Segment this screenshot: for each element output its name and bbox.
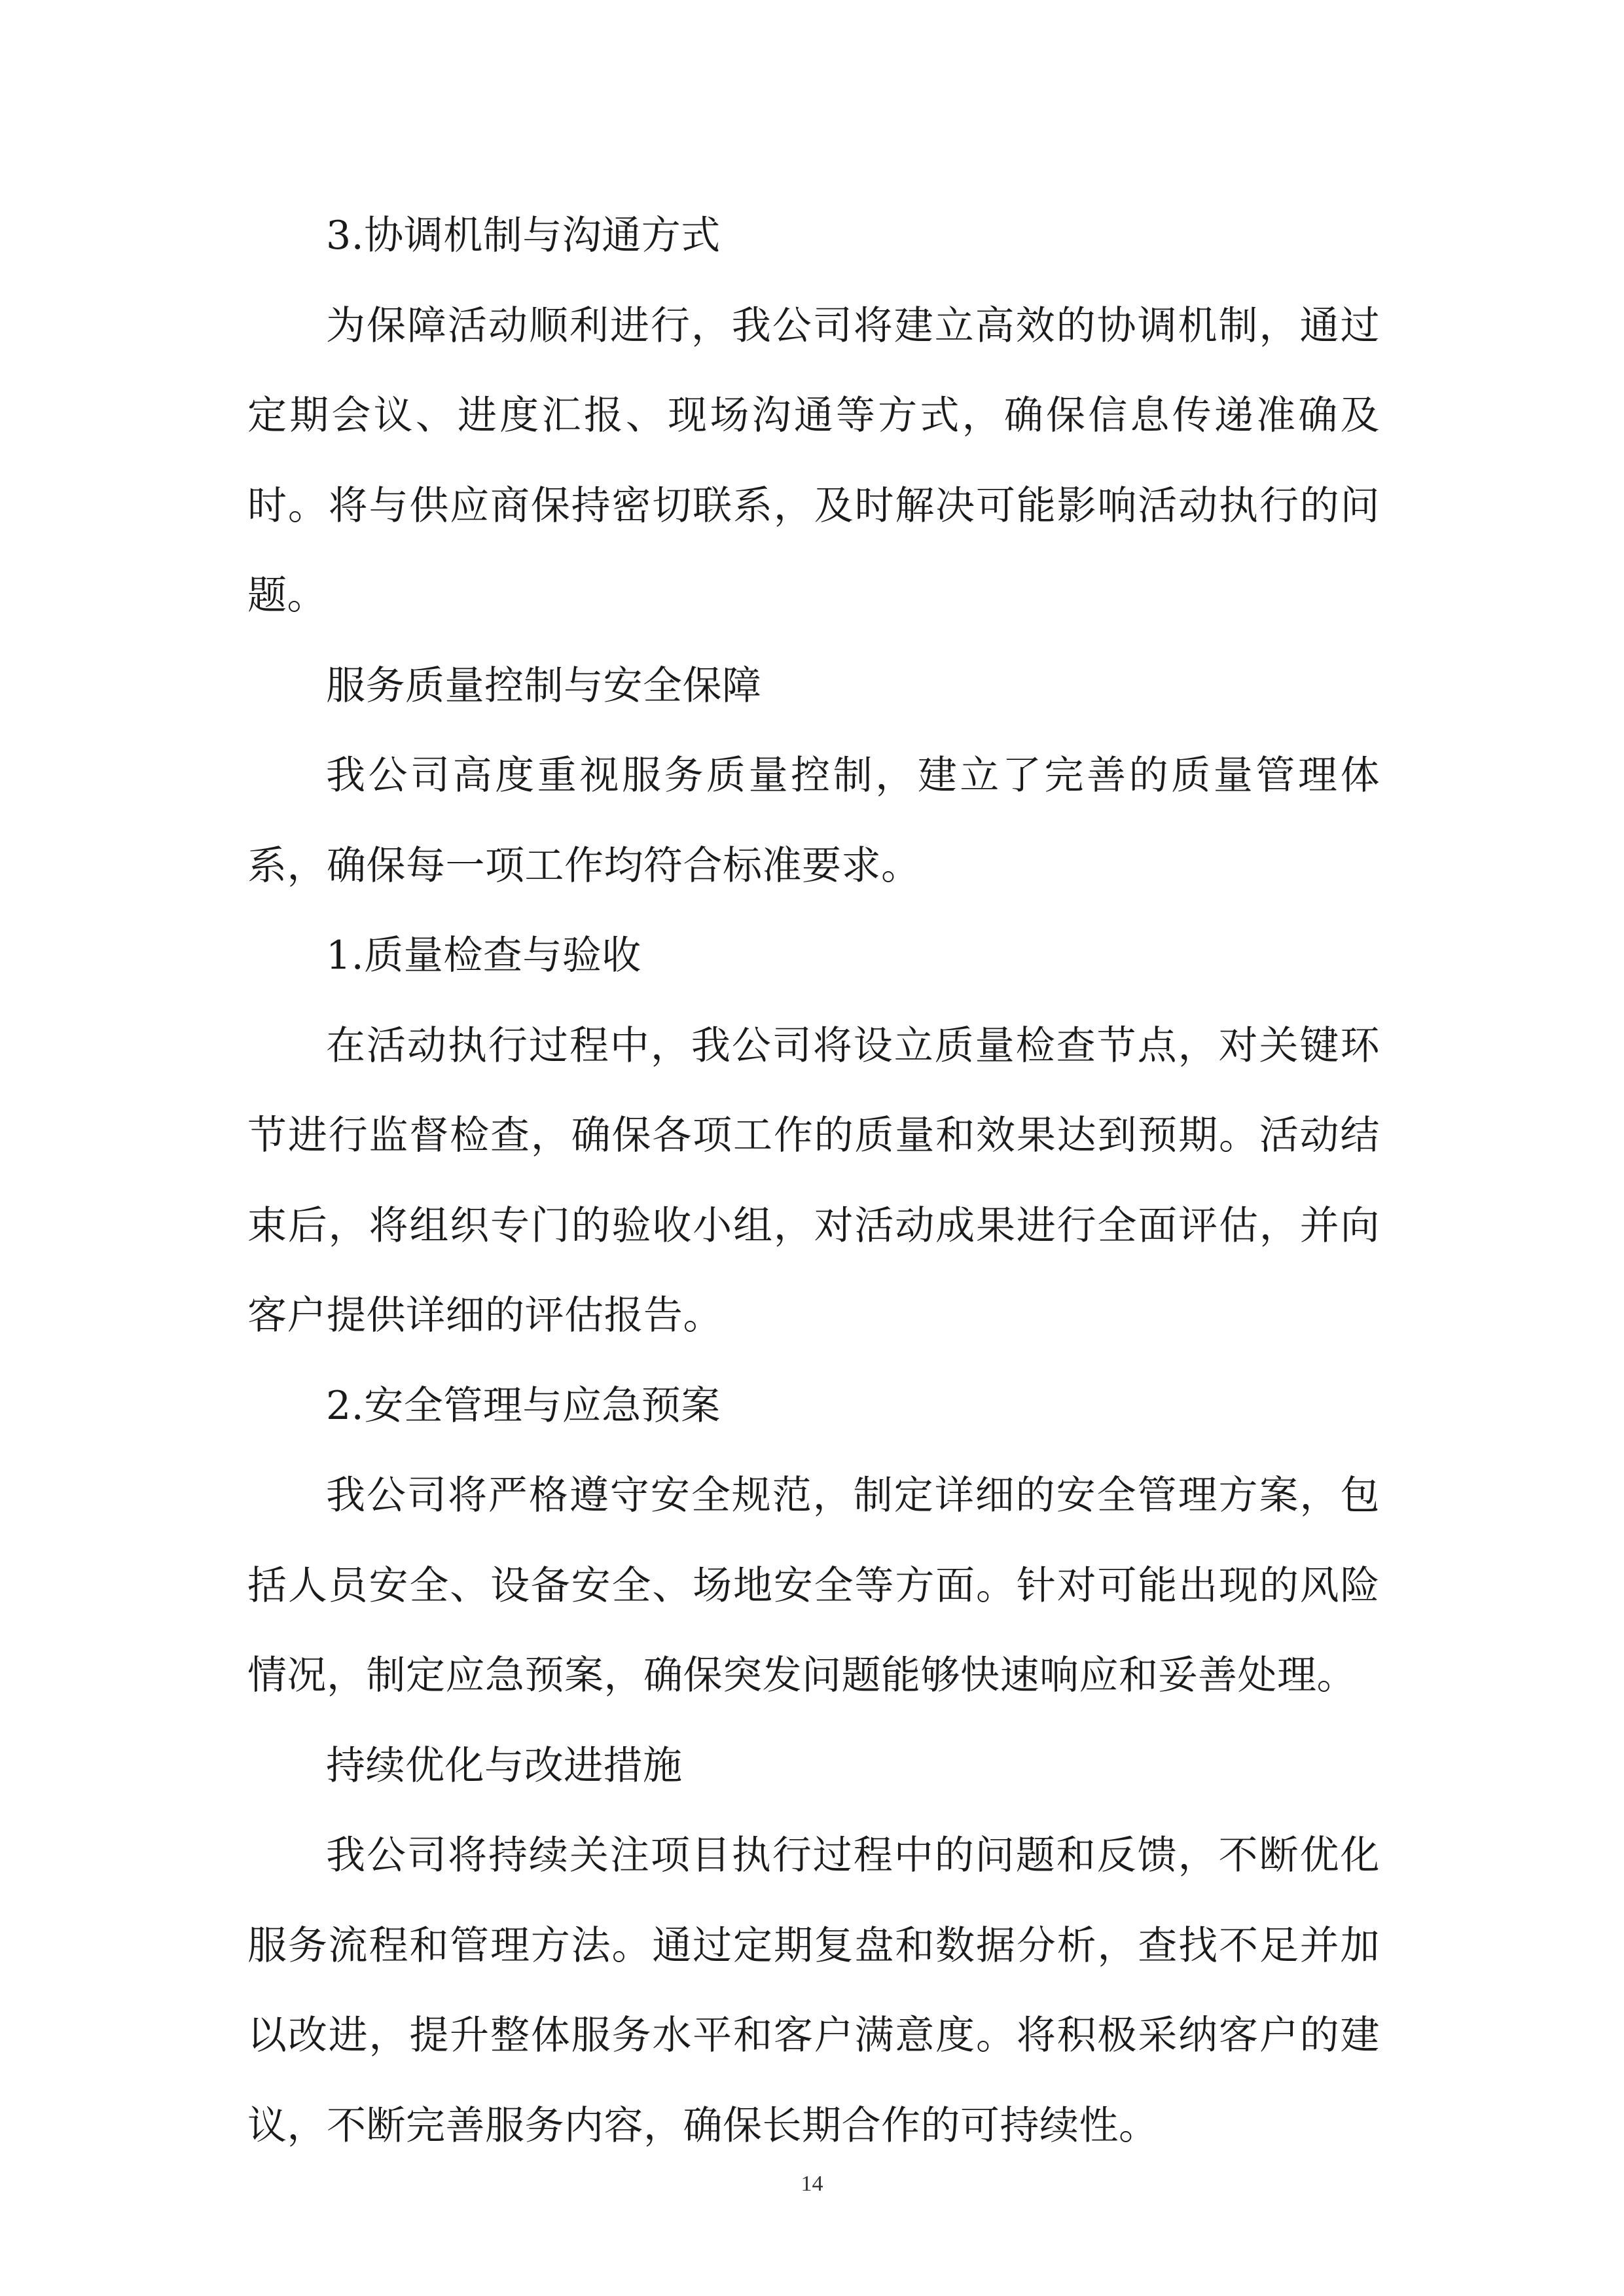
paragraph-quality-inspection: 在活动执行过程中，我公司将设立质量检查节点，对关键环节进行监督检查，确保各项工作的质量和效果达到预期。活动结束后，将组织专门的验收小组，对活动成果进行全面评估，并向客户提供详细的评估报告。 xyxy=(247,1022,1380,1338)
paragraph-quality-intro: 我公司高度重视服务质量控制，建立了完善的质量管理体系，确保每一项工作均符合标准要求。 xyxy=(247,753,1380,889)
page-number: 14 xyxy=(801,2172,823,2196)
section-heading-quality-inspection: 1.质量检查与验收 xyxy=(326,933,641,978)
section-heading-coordination: 3.协调机制与沟通方式 xyxy=(326,213,721,259)
paragraph-coordination: 为保障活动顺利进行，我公司将建立高效的协调机制，通过定期会议、进度汇报、现场沟通等方式，确保信息传递准确及时。将与供应商保持密切联系，及时解决可能影响活动执行的问题。 xyxy=(247,302,1380,619)
page-body xyxy=(247,191,1380,2171)
section-heading-continuous-improvement: 持续优化与改进措施 xyxy=(326,1742,683,1789)
section-heading-safety-management: 2.安全管理与应急预案 xyxy=(326,1382,721,1429)
paragraph-safety-management: 我公司将严格遵守安全规范，制定详细的安全管理方案，包括人员安全、设备安全、场地安全等方面。针对可能出现的风险情况，制定应急预案，确保突发问题能够快速响应和妥善处理。 xyxy=(247,1473,1380,1698)
section-heading-quality-safety: 服务质量控制与安全保障 xyxy=(326,662,762,709)
paragraph-continuous-improvement: 我公司将持续关注项目执行过程中的问题和反馈，不断优化服务流程和管理方法。通过定期复盘和数据分析，查找不足并加以改进，提升整体服务水平和客户满意度。将积极采纳客户的建议，不断完善服务内容，确保长期合作的可持续性。 xyxy=(247,1833,1380,2149)
